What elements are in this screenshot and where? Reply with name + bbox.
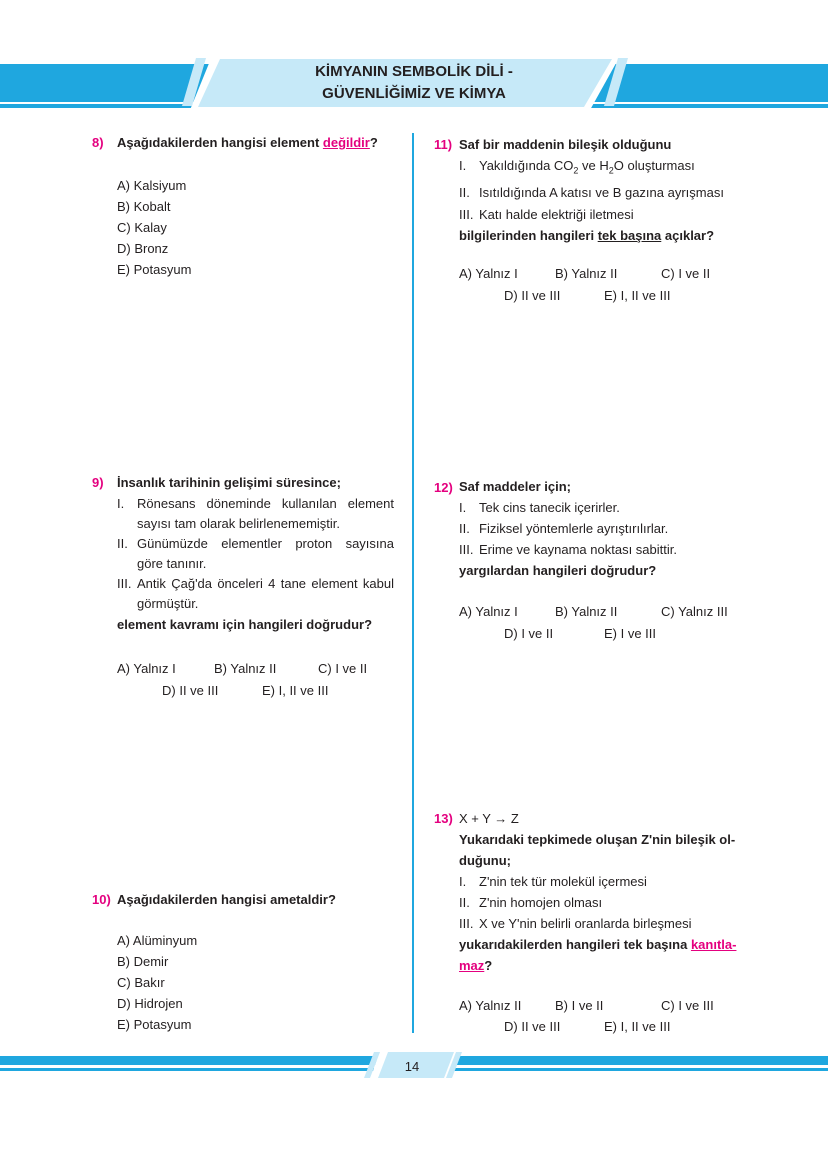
statement-numeral: III. [459,542,474,557]
question-8-stem [117,132,378,153]
prompt-text: yukarıdakilerden hangileri tek başına [459,937,691,952]
page-number: 14 [404,1058,420,1074]
subscript: 2 [573,165,579,176]
option-e[interactable]: E) Potasyum [117,262,192,277]
statement-numeral: III. [459,916,474,931]
statement-numeral: II. [459,521,470,536]
statement-text: X ve Y'nin belirli oranlarda birleşmesi [479,916,692,931]
statement-ii [459,892,741,913]
statement-ii [459,182,759,204]
statement-numeral: I. [117,496,125,511]
option-b[interactable]: B) Demir [117,954,169,969]
option-d[interactable]: D) II ve III [504,1019,561,1034]
option-b[interactable]: B) Yalnız II [214,661,277,676]
option-e[interactable]: E) I, II ve III [604,1019,671,1034]
prompt-text: bilgilerinden hangileri [459,227,598,243]
statement-iii [459,913,741,934]
statement-numeral: II. [459,184,470,200]
statement-ii [117,534,394,574]
question-13-prompt-line-1 [459,934,741,955]
statement-i [459,871,741,892]
prompt-end: açıklar? [661,227,715,243]
option-a[interactable]: A) Yalnız II [459,998,522,1013]
statement-text: Katı halde elektriği iletmesi [479,206,634,222]
statement-i [117,494,394,534]
option-e[interactable]: E) I, II ve III [262,683,329,698]
question-9-statements [117,494,394,635]
option-d[interactable]: D) Bronz [117,241,169,256]
title-line-2: GÜVENLİĞİMİZ VE KİMYA [322,85,506,102]
option-a[interactable]: A) Yalnız I [459,266,518,281]
question-number-11: 11) [434,137,453,152]
question-9-stem: İnsanlık tarihinin gelişimi süresince; [117,475,341,490]
question-9-prompt: element kavramı için hangileri doğrudur? [117,617,373,632]
statement-i [459,155,759,182]
option-b[interactable]: B) Yalnız II [555,604,618,619]
question-13-body [459,829,741,976]
statement-numeral: I. [459,158,467,173]
option-d[interactable]: D) I ve II [504,626,554,641]
option-e[interactable]: E) I, II ve III [604,288,671,303]
question-10-options [117,930,197,1035]
question-13-reaction: X + Y → Z [459,811,519,826]
statement-iii [459,204,759,225]
option-c[interactable]: C) I ve II [661,266,711,281]
option-c[interactable]: C) I ve II [318,661,368,676]
option-e[interactable]: E) Potasyum [117,1017,192,1032]
title-line-1: KİMYANIN SEMBOLİK DİLİ - [315,63,513,80]
option-d[interactable]: D) II ve III [504,288,561,303]
statement-numeral: II. [117,536,128,551]
question-number-8: 8) [92,135,104,150]
option-c[interactable]: C) I ve III [661,998,714,1013]
option-b[interactable]: B) Yalnız II [555,266,618,281]
question-number-12: 12) [434,480,453,495]
question-number-10: 10) [92,892,111,907]
page-title [228,56,600,110]
option-b[interactable]: B) I ve II [555,998,604,1013]
q8-stem-emphasis: değildir [322,135,370,150]
statement-numeral: I. [459,500,467,515]
option-c[interactable]: C) Kalay [117,220,167,235]
statement-text: Erime ve kaynama noktası sabittir. [479,542,677,557]
column-divider [412,133,414,1033]
option-c[interactable]: C) Yalnız III [661,604,728,619]
question-10-stem: Aşağıdakilerden hangisi ametaldir? [117,892,336,907]
statement-text: Fiziksel yöntemlerle ayrıştırılırlar. [479,521,669,536]
question-12-stem: Saf maddeler için; [459,479,571,494]
question-12-prompt: yargılardan hangileri doğrudur? [459,563,657,578]
statement-text: Z'nin homojen olması [479,895,603,910]
option-b[interactable]: B) Kobalt [117,199,171,214]
prompt-emphasis: maz [459,958,485,973]
prompt-end: ? [484,958,493,973]
question-number-13: 13) [434,811,453,826]
question-13-stem-line-2: duğunu; [459,853,511,868]
prompt-underline: tek başına [597,227,662,243]
option-a[interactable]: A) Yalnız I [459,604,518,619]
question-13-stem-line-1: Yukarıdaki tepkimede oluşan Z'nin bileşik ol- [459,832,736,847]
option-d[interactable]: D) II ve III [162,683,219,698]
statement-i [459,497,759,518]
option-a[interactable]: A) Alüminyum [117,933,198,948]
q8-stem-end: ? [369,135,378,150]
statement-text: Tek cins tanecik içerirler. [479,500,620,515]
option-a[interactable]: A) Kalsiyum [117,178,187,193]
option-c[interactable]: C) Bakır [117,975,165,990]
option-a[interactable]: A) Yalnız I [117,661,176,676]
statement-numeral: II. [459,895,470,910]
statement-text: Isıtıldığında A katısı ve B gazına ayrışması [479,184,724,200]
question-11-prompt [459,225,759,246]
statement-text: Antik Çağ'da önceleri 4 tane element kabul görmüştür. [137,576,394,611]
question-12-statements [459,497,759,581]
text-part: O oluşturması [613,158,695,173]
statement-text: Rönesans döneminde kullanılan element sayısı tam olarak belirlenememiştir. [137,496,394,531]
question-11-statements [459,155,759,246]
question-11-stem: Saf bir maddenin bileşik olduğunu [459,137,672,152]
statement-iii [117,574,394,614]
subscript: 2 [608,165,614,176]
statement-numeral: III. [117,576,132,591]
option-d[interactable]: D) Hidrojen [117,996,183,1011]
statement-text: Z'nin tek tür molekül içermesi [479,874,647,889]
statement-text [479,155,759,182]
statement-numeral: I. [459,874,467,889]
question-number-9: 9) [92,475,104,490]
text-part: Yakıldığında CO [479,158,574,173]
statement-iii [459,539,759,560]
question-13-prompt-line-2 [459,955,741,976]
statement-ii [459,518,759,539]
question-8-options [117,175,191,280]
statement-text: Günümüzde elementler proton sayısına göre tanınır. [137,536,394,571]
text-part: ve H [578,158,609,173]
q8-stem-text: Aşağıdakilerden hangisi element [117,135,323,150]
prompt-emphasis: kanıtla- [690,937,737,952]
statement-numeral: III. [459,206,474,222]
option-e[interactable]: E) I ve III [604,626,657,641]
